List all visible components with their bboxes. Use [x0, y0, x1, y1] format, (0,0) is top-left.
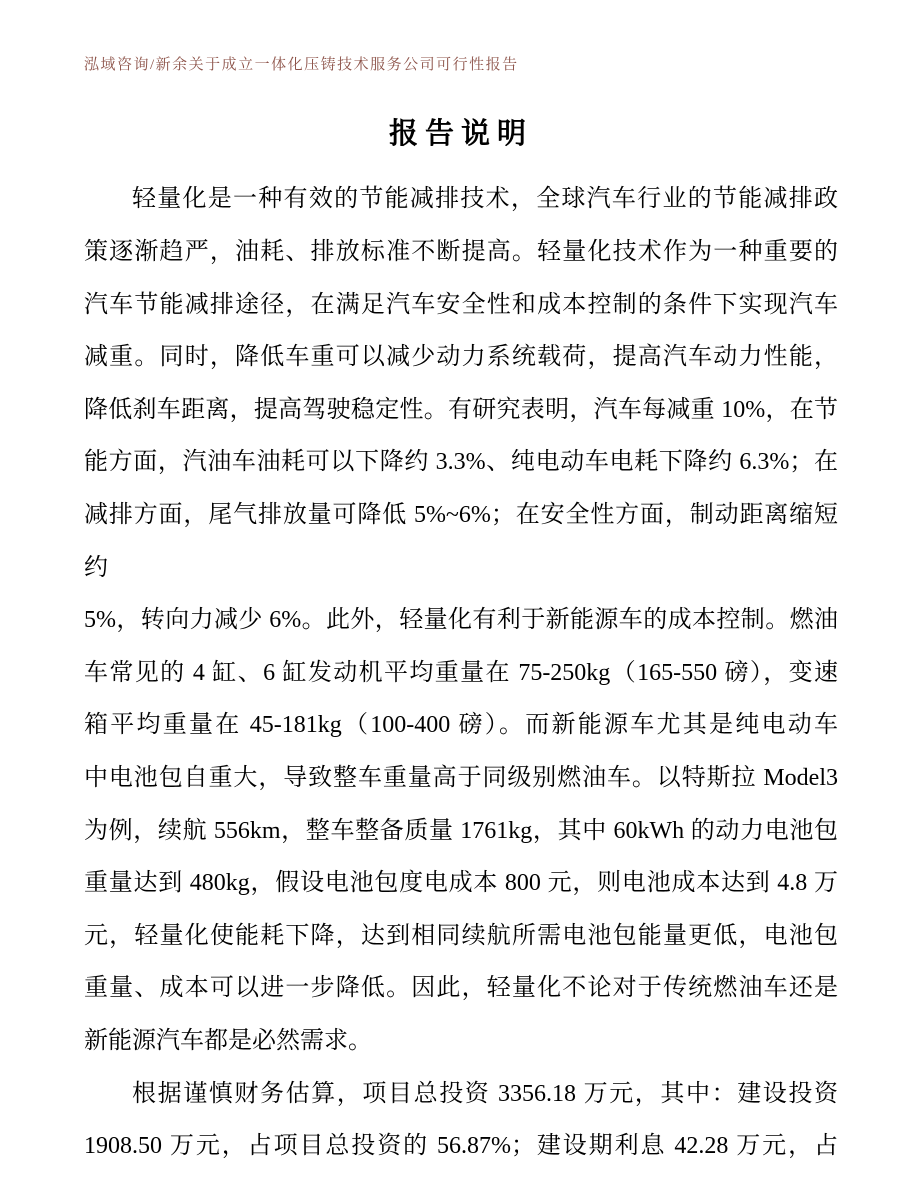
text-line: 汽车节能减排途径，在满足汽车安全性和成本控制的条件下实现汽车	[84, 291, 838, 318]
text-line: 轻量化是一种有效的节能减排技术，全球汽车行业的节能减排政	[132, 186, 838, 213]
text-line: 能方面，汽油车油耗可以下降约 3.3%、纯电动车电耗下降约 6.3%；在	[84, 449, 838, 476]
report-body	[84, 173, 838, 1172]
text-line: 新能源汽车都是必然需求。	[84, 1027, 372, 1054]
text-line: 降低刹车距离，提高驾驶稳定性。有研究表明，汽车每减重 10%，在节	[84, 396, 838, 423]
text-line: 箱平均重量在 45-181kg（100-400 磅）。而新能源车尤其是纯电动车	[84, 712, 838, 739]
text-line: 中电池包自重大，导致整车重量高于同级别燃油车。以特斯拉 Model3	[84, 764, 838, 791]
report-paragraph-1	[84, 173, 838, 1067]
text-line: 减排方面，尾气排放量可降低 5%~6%；在安全性方面，制动距离缩短约	[84, 501, 838, 581]
text-line: 5%，转向力减少 6%。此外，轻量化有利于新能源车的成本控制。燃油	[84, 607, 838, 634]
document-running-header: 泓域咨询/新余关于成立一体化压铸技术服务公司可行性报告	[84, 57, 519, 73]
text-line: 根据谨慎财务估算，项目总投资 3356.18 万元，其中：建设投资	[132, 1080, 838, 1107]
text-line: 车常见的 4 缸、6 缸发动机平均重量在 75-250kg（165-550 磅），变速	[84, 659, 838, 686]
text-line: 重量达到 480kg，假设电池包度电成本 800 元，则电池成本达到 4.8 万	[84, 870, 838, 897]
text-line: 1908.50 万元，占项目总投资的 56.87%；建设期利息 42.28 万元，占	[84, 1133, 838, 1160]
text-line: 为例，续航 556km，整车整备质量 1761kg，其中 60kWh 的动力电池包	[84, 817, 838, 844]
text-line: 重量、成本可以进一步降低。因此，轻量化不论对于传统燃油车还是	[84, 975, 838, 1002]
text-line: 减重。同时，降低车重可以减少动力系统载荷，提高汽车动力性能，	[84, 344, 838, 371]
text-line: 策逐渐趋严，油耗、排放标准不断提高。轻量化技术作为一种重要的	[84, 239, 838, 266]
report-paragraph-2	[84, 1068, 838, 1173]
text-line: 元，轻量化使能耗下降，达到相同续航所需电池包能量更低，电池包	[84, 922, 838, 949]
report-title: 报告说明	[388, 118, 533, 150]
